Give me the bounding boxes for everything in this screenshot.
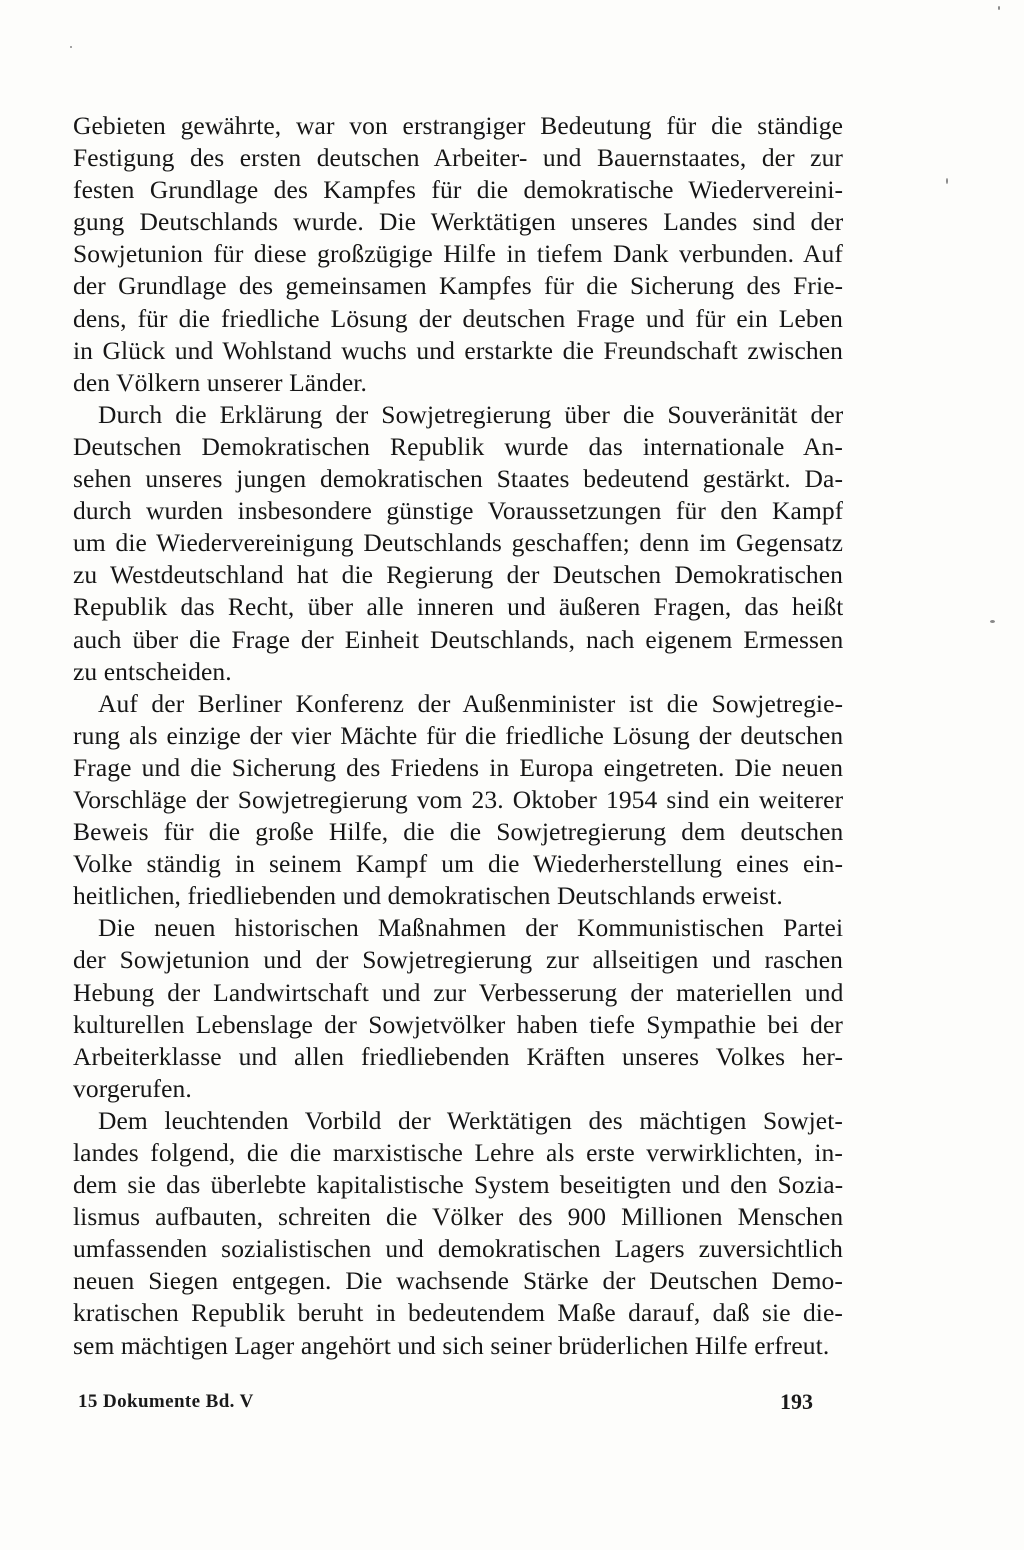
text-line: umfassenden sozialistischen und demokratischen Lagers zuversichtlich: [73, 1234, 843, 1264]
text-line: Hebung der Landwirtschaft und zur Verbesserung der materiellen und: [73, 977, 843, 1007]
text-line: landes folgend, die die marxistische Lehre als erste verwirklichten, in-: [73, 1138, 843, 1167]
text-line: in Glück und Wohlstand wuchs und erstarkte die Freundschaft zwischen: [73, 335, 843, 365]
text-line: Dem leuchtenden Vorbild der Werktätigen des mächtigen Sowjet-: [98, 1105, 843, 1135]
text-line: den Völkern unserer Länder.: [73, 367, 367, 397]
text-line: Republik das Recht, über alle inneren und äußeren Fragen, das heißt: [73, 592, 843, 622]
scan-speck: [990, 620, 995, 623]
text-line: Durch die Erklärung der Sowjetregierung über die Souveränität der: [98, 399, 843, 429]
text-line: der Sowjetunion und der Sowjetregierung zur allseitigen und raschen: [73, 945, 843, 975]
text-line: Die neuen historischen Maßnahmen der Kommunistischen Partei: [98, 913, 843, 943]
scan-speck: [70, 46, 72, 48]
text-line: Arbeiterklasse und allen friedliebenden Kräften unseres Volkes her-: [73, 1041, 843, 1071]
text-line: kulturellen Lebenslage der Sowjetvölker haben tiefe Sympathie bei der: [73, 1009, 843, 1039]
text-line: Vorschläge der Sowjetregierung vom 23. Oktober 1954 sind ein weiterer: [73, 784, 843, 814]
text-line: durch wurden insbesondere günstige Voraussetzungen für den Kampf: [73, 496, 843, 526]
text-line: um die Wiedervereinigung Deutschlands geschaffen; denn im Gegensatz: [73, 528, 843, 558]
text-line: neuen Siegen entgegen. Die wachsende Stärke der Deutschen Demo-: [73, 1266, 843, 1296]
text-line: heitlichen, friedliebenden und demokratischen Deutschlands erweist.: [73, 881, 783, 911]
text-line: Volke ständig in seinem Kampf um die Wiederherstellung eines ein-: [73, 849, 843, 879]
text-line: festen Grundlage des Kampfes für die demokratische Wiedervereini-: [73, 175, 843, 205]
text-line: rung als einzige der vier Mächte für die friedliche Lösung der deutschen: [73, 720, 843, 750]
text-line: Auf der Berliner Konferenz der Außenminister ist die Sowjetregie-: [98, 688, 843, 718]
text-line: zu entscheiden.: [73, 656, 232, 686]
text-line: sem mächtigen Lager angehört und sich seiner brüderlichen Hilfe erfreut.: [73, 1330, 830, 1360]
text-line: dens, für die friedliche Lösung der deutschen Frage und für ein Leben: [73, 303, 843, 333]
text-line: vorgerufen.: [73, 1073, 192, 1103]
paragraph: [73, 110, 843, 399]
scan-speck: [998, 6, 1000, 10]
text-line: Beweis für die große Hilfe, die die Sowjetregierung dem deutschen: [73, 817, 843, 847]
paragraph: [73, 688, 843, 913]
text-line: dem sie das überlebte kapitalistische System beseitigten und den Sozia-: [73, 1170, 843, 1200]
text-line: Frage und die Sicherung des Friedens in Europa eingetreten. Die neuen: [73, 752, 843, 782]
paragraph: [73, 1105, 843, 1362]
text-line: gung Deutschlands wurde. Die Werktätigen unseres Landes sind der: [73, 207, 843, 237]
text-line: Gebieten gewährte, war von erstrangiger Bedeutung für die ständige: [73, 111, 843, 140]
text-line: kratischen Republik beruht in bedeutendem Maße darauf, daß sie die-: [73, 1298, 843, 1328]
printer-signature: 15 Dokumente Bd. V: [78, 1391, 254, 1412]
text-line: Deutschen Demokratischen Republik wurde das internationale An-: [73, 431, 843, 461]
page-number: 193: [780, 1389, 813, 1414]
text-line: zu Westdeutschland hat die Regierung der Deutschen Demokratischen: [73, 560, 843, 590]
text-line: Festigung des ersten deutschen Arbeiter- und Bauernstaates, der zur: [73, 143, 843, 173]
paragraph: [73, 399, 843, 688]
paragraph: [73, 912, 843, 1105]
text-line: auch über die Frage der Einheit Deutschlands, nach eigenem Ermessen: [73, 624, 843, 654]
body-text: [73, 110, 843, 1362]
text-line: lismus aufbauten, schreiten die Völker des 900 Millionen Menschen: [73, 1202, 843, 1232]
scan-speck: [946, 178, 948, 184]
text-line: der Grundlage des gemeinsamen Kampfes für die Sicherung des Frie-: [73, 271, 843, 301]
text-line: sehen unseres jungen demokratischen Staates bedeutend gestärkt. Da-: [73, 464, 843, 494]
text-line: Sowjetunion für diese großzügige Hilfe in tiefem Dank verbunden. Auf: [73, 239, 843, 269]
